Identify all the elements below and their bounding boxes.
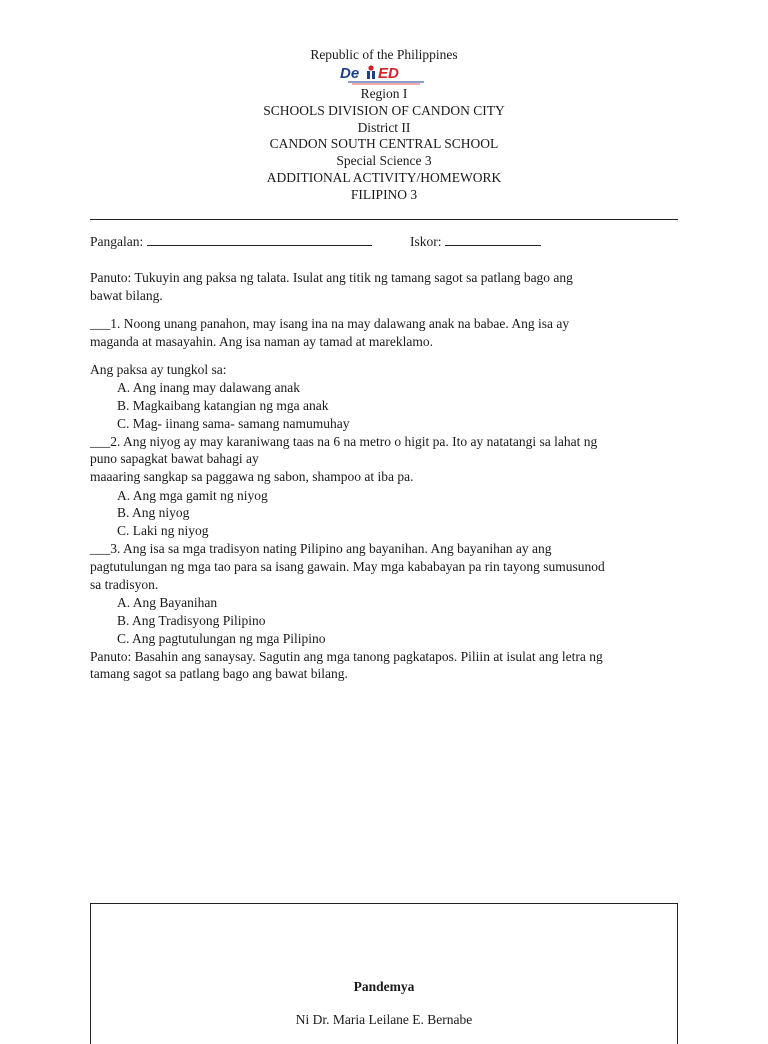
instruction2-line1: Panuto: Basahin ang sanaysay. Sagutin ang mga tanong pagkatapos. Piliin at isulat ang letra ng — [90, 649, 603, 664]
instruction2-line2: tamang sagot sa patlang bago ang bawat bilang. — [90, 666, 348, 681]
q2-line3: maaaring sangkap sa paggawa ng sabon, shampoo at iba pa. — [90, 469, 414, 484]
svg-text:ED: ED — [378, 65, 399, 82]
score-label: Iskor: — [410, 234, 442, 249]
q1-option-c: C. Mag- iinang sama- samang namumuhay — [117, 416, 350, 431]
score-blank[interactable] — [445, 245, 541, 246]
q1-line1: ___1. Noong unang panahon, may isang ina na may dalawang anak na babae. Ang isa ay — [90, 316, 570, 331]
q3-option-c: C. Ang pagtutulungan ng mga Pilipino — [117, 631, 326, 646]
q3-line3: sa tradisyon. — [90, 577, 159, 592]
q2-option-a: A. Ang mga gamit ng niyog — [117, 488, 268, 503]
q1-option-b: B. Magkaibang katangian ng mga anak — [117, 398, 329, 413]
instruction1-line2: bawat bilang. — [90, 288, 163, 303]
name-label: Pangalan: — [90, 234, 144, 249]
svg-text:De: De — [340, 65, 360, 82]
q2-line2: puno sapagkat bawat bahagi ay — [90, 451, 259, 466]
q1-option-a: A. Ang inang may dalawang anak — [117, 380, 300, 395]
q3-option-b: B. Ang Tradisyong Pilipino — [117, 613, 266, 628]
instruction1-line1: Panuto: Tukuyin ang paksa ng talata. Isulat ang titik ng tamang sagot sa patlang bago ang — [90, 270, 573, 285]
q2-option-c: C. Laki ng niyog — [117, 523, 209, 538]
q3-option-a: A. Ang Bayanihan — [117, 595, 218, 610]
essay-title: Pandemya — [353, 979, 415, 994]
school-line: CANDON SOUTH CENTRAL SCHOOL — [269, 136, 499, 151]
district-line: District II — [357, 120, 411, 135]
q3-line1: ___3. Ang isa sa mga tradisyon nating Pilipino ang bayanihan. Ang bayanihan ay ang — [90, 541, 552, 556]
deped-logo — [338, 64, 430, 86]
activity-line: ADDITIONAL ACTIVITY/HOMEWORK — [266, 170, 502, 185]
score-field[interactable] — [410, 233, 541, 251]
name-field[interactable] — [90, 233, 372, 251]
name-blank[interactable] — [147, 245, 372, 246]
essay-author: Ni Dr. Maria Leilane E. Bernabe — [295, 1012, 473, 1027]
header-divider — [90, 219, 678, 220]
region-line: Region I — [360, 86, 408, 101]
q1-prompt: Ang paksa ay tungkol sa: — [90, 362, 227, 377]
q3-line2: pagtutulungan ng mga tao para sa isang gawain. May mga kababayan pa rin tayong sumusunod — [90, 559, 605, 574]
q1-line2: maganda at masayahin. Ang isa naman ay tamad at mareklamo. — [90, 334, 434, 349]
division-line: SCHOOLS DIVISION OF CANDON CITY — [263, 103, 505, 118]
republic-line: Republic of the Philippines — [310, 47, 458, 62]
q2-line1: ___2. Ang niyog ay may karaniwang taas na 6 na metro o higit pa. Ito ay natatangi sa lahat ng — [90, 434, 598, 449]
q2-option-b: B. Ang niyog — [117, 505, 190, 520]
section-line: Special Science 3 — [336, 153, 432, 168]
subject-line: FILIPINO 3 — [350, 187, 418, 202]
